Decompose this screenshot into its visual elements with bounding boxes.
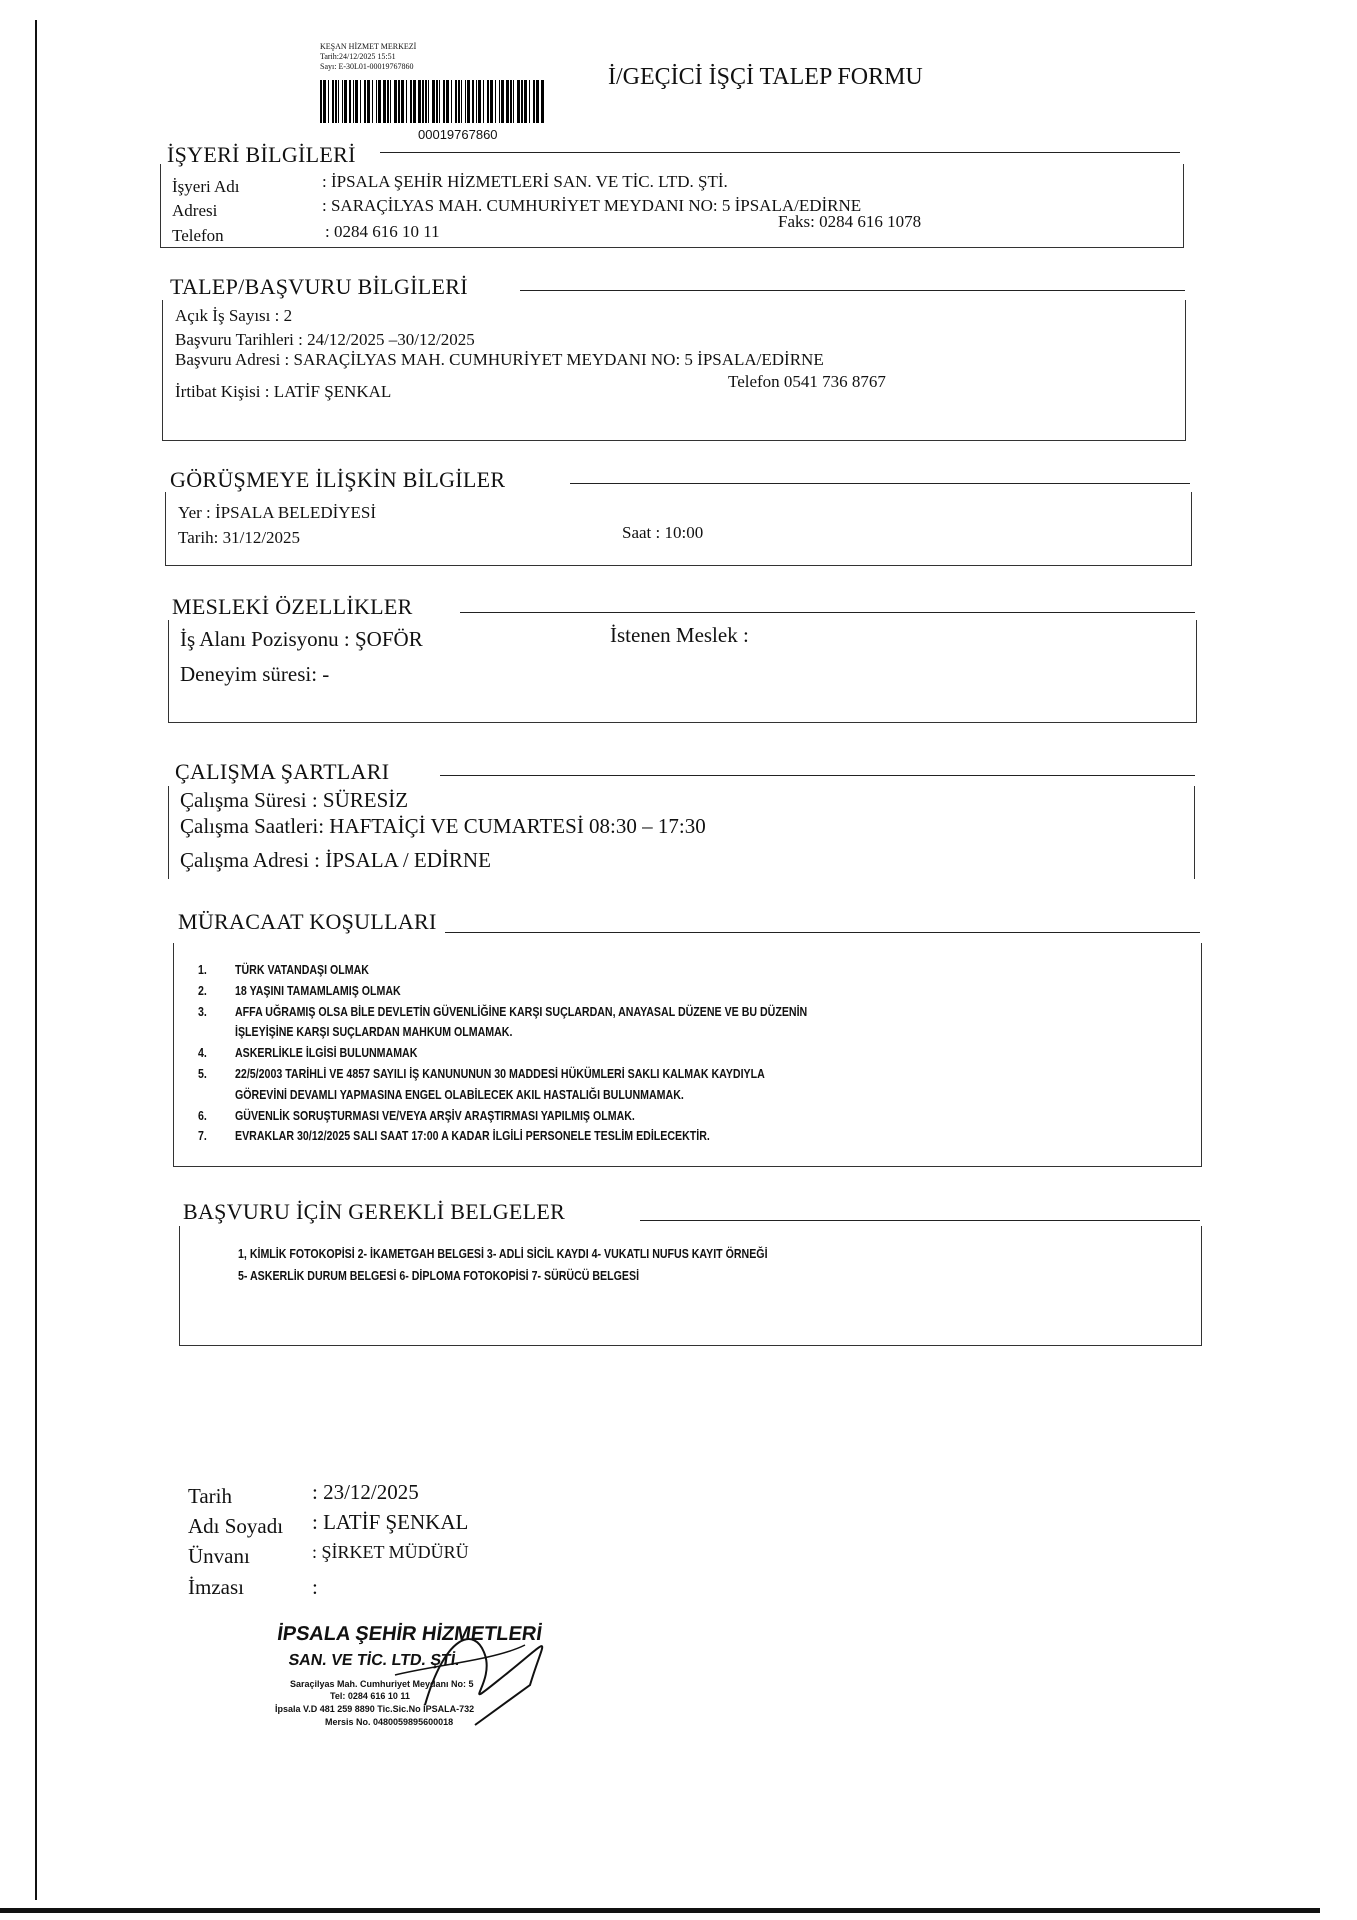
barcode-bar <box>455 80 457 123</box>
barcode-bar <box>506 80 509 123</box>
svg-text:Tel: 0284 616 10 11: Tel: 0284 616 10 11 <box>330 1691 410 1701</box>
svg-text:İpsala V.D 481 259 8890 Tic.Si: İpsala V.D 481 259 8890 Tic.Sic.No İPSALA-732 <box>275 1704 475 1714</box>
svg-text:SAN. VE TİC. LTD. ŞTİ.: SAN. VE TİC. LTD. ŞTİ. <box>287 1651 462 1669</box>
barcode-bar <box>478 80 481 123</box>
sign-date-label: Tarih <box>188 1484 233 1508</box>
requirement-number: 3. <box>198 1004 207 1019</box>
barcode-bar <box>472 80 474 123</box>
barcode-bar <box>372 80 373 123</box>
barcode-bar <box>541 80 544 123</box>
barcode-bar <box>413 80 416 123</box>
interview-time: Saat : 10:00 <box>622 523 704 542</box>
employer-name: : İPSALA ŞEHİR HİZMETLERİ SAN. VE TİC. LTD. ŞTİ. <box>322 172 728 191</box>
svg-text:Saraçilyas Mah. Cumhuriyet Mey: Saraçilyas Mah. Cumhuriyet Meydanı No: 5 <box>290 1679 474 1689</box>
barcode-bar <box>529 80 530 123</box>
barcode-bar <box>338 80 339 123</box>
barcode-bar <box>501 80 504 123</box>
divider <box>440 775 1195 776</box>
barcode-bar <box>342 80 343 123</box>
employer-address-label: Adresi <box>172 201 218 220</box>
sign-name: : LATİF ŞENKAL <box>312 1510 469 1534</box>
work-address: Çalışma Adresi : İPSALA / EDİRNE <box>180 848 491 872</box>
requirement-item: AFFA UĞRAMIŞ OLSA BİLE DEVLETİN GÜVENLİĞİNE KARŞI SUÇLARDAN, ANAYASAL DÜZENE VE BU DÜZENİN <box>235 1004 808 1019</box>
sign-title: : ŞİRKET MÜDÜRÜ <box>312 1542 469 1562</box>
contact-person: İrtibat Kişisi : LATİF ŞENKAL <box>175 382 392 401</box>
employer-phone: : 0284 616 10 11 <box>325 222 440 241</box>
requirement-item: İŞLEYİŞİNE KARŞI SUÇLARDAN MAHKUM OLMAMAK. <box>235 1025 513 1040</box>
section-heading-profession: MESLEKİ ÖZELLİKLER <box>172 594 413 619</box>
contact-phone: Telefon 0541 736 8767 <box>728 372 886 391</box>
application-address: Başvuru Adresi : SARAÇİLYAS MAH. CUMHURİYET MEYDANI NO: 5 İPSALA/EDİRNE <box>175 350 824 369</box>
requirement-number: 2. <box>198 983 207 998</box>
barcode-bar <box>428 80 429 123</box>
barcode-bar <box>398 80 400 123</box>
barcode-bar <box>410 80 412 123</box>
receipt-number: Sayı: E-30L01-00019767860 <box>320 62 414 71</box>
receipt-date: Tarih:24/12/2025 15:51 <box>320 52 396 61</box>
requirement-number: 5. <box>198 1067 207 1081</box>
svg-text:Mersis No. 0480059895600018: Mersis No. 0480059895600018 <box>325 1717 454 1727</box>
barcode-bar <box>513 80 514 123</box>
requirement-number: 7. <box>198 1129 207 1144</box>
barcode-bar <box>364 80 366 123</box>
barcode-bar <box>436 80 438 123</box>
barcode-bar <box>406 80 407 123</box>
requirement-number: 4. <box>198 1046 207 1061</box>
barcode-bar <box>323 80 326 123</box>
barcode-bar <box>376 80 377 123</box>
work-hours: Çalışma Saatleri: HAFTAİÇİ VE CUMARTESİ 08:30 – 17:30 <box>180 814 706 838</box>
experience: Deneyim süresi: - <box>180 662 330 686</box>
barcode-bar <box>446 80 449 123</box>
barcode-bar <box>353 80 354 123</box>
barcode-bar <box>461 80 462 123</box>
requirement-item: TÜRK VATANDAŞI OLMAK <box>235 963 369 977</box>
divider <box>570 483 1190 484</box>
application-box <box>162 300 1186 441</box>
sign-name-label: Adı Soyadı <box>188 1514 284 1538</box>
barcode-bar <box>443 80 445 123</box>
barcode-bar <box>418 80 421 123</box>
barcode-bar <box>432 80 435 123</box>
barcode-bar <box>476 80 477 123</box>
interview-place: Yer : İPSALA BELEDİYESİ <box>178 503 377 522</box>
sign-title-label: Ünvanı <box>188 1544 250 1568</box>
barcode-bar <box>483 80 484 123</box>
employer-address: : SARAÇİLYAS MAH. CUMHURİYET MEYDANI NO: 5 İPSALA/EDİRNE <box>322 196 862 215</box>
employer-fax: Faks: 0284 616 1078 <box>778 212 922 231</box>
requirement-number: 1. <box>198 963 207 977</box>
section-heading-application: TALEP/BAŞVURU BİLGİLERİ <box>170 274 468 299</box>
barcode-bar <box>490 80 493 123</box>
barcode-bar <box>394 80 397 123</box>
work-duration: Çalışma Süresi : SÜRESİZ <box>180 788 409 812</box>
section-heading-requirements: MÜRACAAT KOŞULLARI <box>178 909 437 934</box>
requirement-item: 18 YAŞINI TAMAMLAMIŞ OLMAK <box>235 983 401 998</box>
barcode-bar <box>536 80 539 123</box>
barcode-number: 00019767860 <box>418 127 498 142</box>
divider <box>460 612 1195 613</box>
barcode-bar <box>524 80 527 123</box>
svg-text:İPSALA ŞEHİR HİZMETLERİ: İPSALA ŞEHİR HİZMETLERİ <box>275 1623 544 1645</box>
barcode-bar <box>487 80 489 123</box>
barcode-bar <box>521 80 523 123</box>
divider <box>640 1220 1200 1221</box>
open-jobs: Açık İş Sayısı : 2 <box>175 306 293 325</box>
requirement-item: EVRAKLAR 30/12/2025 SALI SAAT 17:00 A KADAR İLGİLİ PERSONELE TESLİM EDİLECEKTİR. <box>235 1129 710 1144</box>
barcode-bar <box>335 80 337 123</box>
barcode-bar <box>533 80 535 123</box>
documents-box <box>179 1226 1202 1346</box>
divider <box>380 152 1180 153</box>
requirement-item: GÖREVİNİ DEVAMLI YAPMASINA ENGEL OLABİLECEK AKIL HASTALIĞI BULUNMAMAK. <box>235 1087 684 1102</box>
barcode-bar <box>332 80 334 123</box>
sign-colon: : <box>312 1575 318 1599</box>
sign-label: İmzası <box>188 1575 244 1599</box>
barcode-bar <box>328 80 329 123</box>
barcode-bar <box>387 80 389 123</box>
company-stamp-signature <box>275 1615 595 1745</box>
barcode-bar <box>467 80 470 123</box>
divider <box>445 932 1200 933</box>
barcode-bar <box>344 80 347 123</box>
barcode-bar <box>495 80 496 123</box>
requirement-item: GÜVENLİK SORUŞTURMASI VE/VEYA ARŞİV ARAŞTIRMASI YAPILMIŞ OLMAK. <box>235 1108 635 1123</box>
divider <box>520 290 1185 291</box>
section-heading-conditions: ÇALIŞMA ŞARTLARI <box>175 759 390 784</box>
requirement-item: 22/5/2003 TARİHLİ VE 4857 SAYILI İŞ KANUNUNUN 30 MADDESİ HÜKÜMLERİ SAKLI KALMAK KAYDIYLA <box>235 1067 765 1081</box>
scan-bottom-edge <box>0 1908 1320 1913</box>
barcode-bar <box>383 80 386 123</box>
barcode-bar <box>439 80 440 123</box>
requirement-number: 6. <box>198 1108 207 1123</box>
barcode-bar <box>465 80 466 123</box>
barcode-bar <box>355 80 358 123</box>
office-name: KEŞAN HİZMET MERKEZİ <box>320 42 417 51</box>
barcode-bar <box>360 80 361 123</box>
barcode-bar <box>378 80 381 123</box>
barcode-bar <box>401 80 404 123</box>
employer-phone-label: Telefon <box>172 226 224 245</box>
section-heading-interview: GÖRÜŞMEYE İLİŞKİN BİLGİLER <box>170 467 506 492</box>
barcode-bar <box>367 80 370 123</box>
sign-date: : 23/12/2025 <box>312 1480 419 1504</box>
barcode-bar <box>422 80 424 123</box>
form-title: İ/GEÇİCİ İŞÇİ TALEP FORMU <box>608 64 923 90</box>
barcode-bar <box>499 80 500 123</box>
barcode-bar <box>517 80 520 123</box>
requested-profession: İstenen Meslek : <box>610 623 749 647</box>
interview-date: Tarih: 31/12/2025 <box>178 528 301 547</box>
requirement-item: ASKERLİKLE İLGİSİ BULUNMAMAK <box>235 1046 418 1061</box>
section-heading-documents: BAŞVURU İÇİN GEREKLİ BELGELER <box>183 1199 566 1224</box>
barcode-bar <box>390 80 391 123</box>
documents-line-2: 5- ASKERLİK DURUM BELGESİ 6- DİPLOMA FOTOKOPİSİ 7- SÜRÜCÜ BELGESİ <box>238 1269 640 1283</box>
section-heading-employer: İŞYERİ BİLGİLERİ <box>167 142 356 167</box>
barcode-bar <box>510 80 512 123</box>
barcode-bar <box>349 80 351 123</box>
employer-name-label: İşyeri Adı <box>172 177 240 196</box>
documents-line-1: 1, KİMLİK FOTOKOPİSİ 2- İKAMETGAH BELGESİ 3- ADLİ SİCİL KAYDI 4- VUKATLI NUFUS KAYIT ÖRNEĞİ <box>238 1247 768 1261</box>
barcode-bar <box>451 80 452 123</box>
application-dates: Başvuru Tarihleri : 24/12/2025 –30/12/2025 <box>175 330 475 349</box>
barcode-bar <box>425 80 427 123</box>
scan-left-edge <box>35 20 37 1900</box>
job-position: İş Alanı Pozisyonu : ŞOFÖR <box>180 627 423 651</box>
barcode <box>320 80 602 123</box>
barcode-bar <box>458 80 460 123</box>
barcode-bar <box>320 80 322 123</box>
